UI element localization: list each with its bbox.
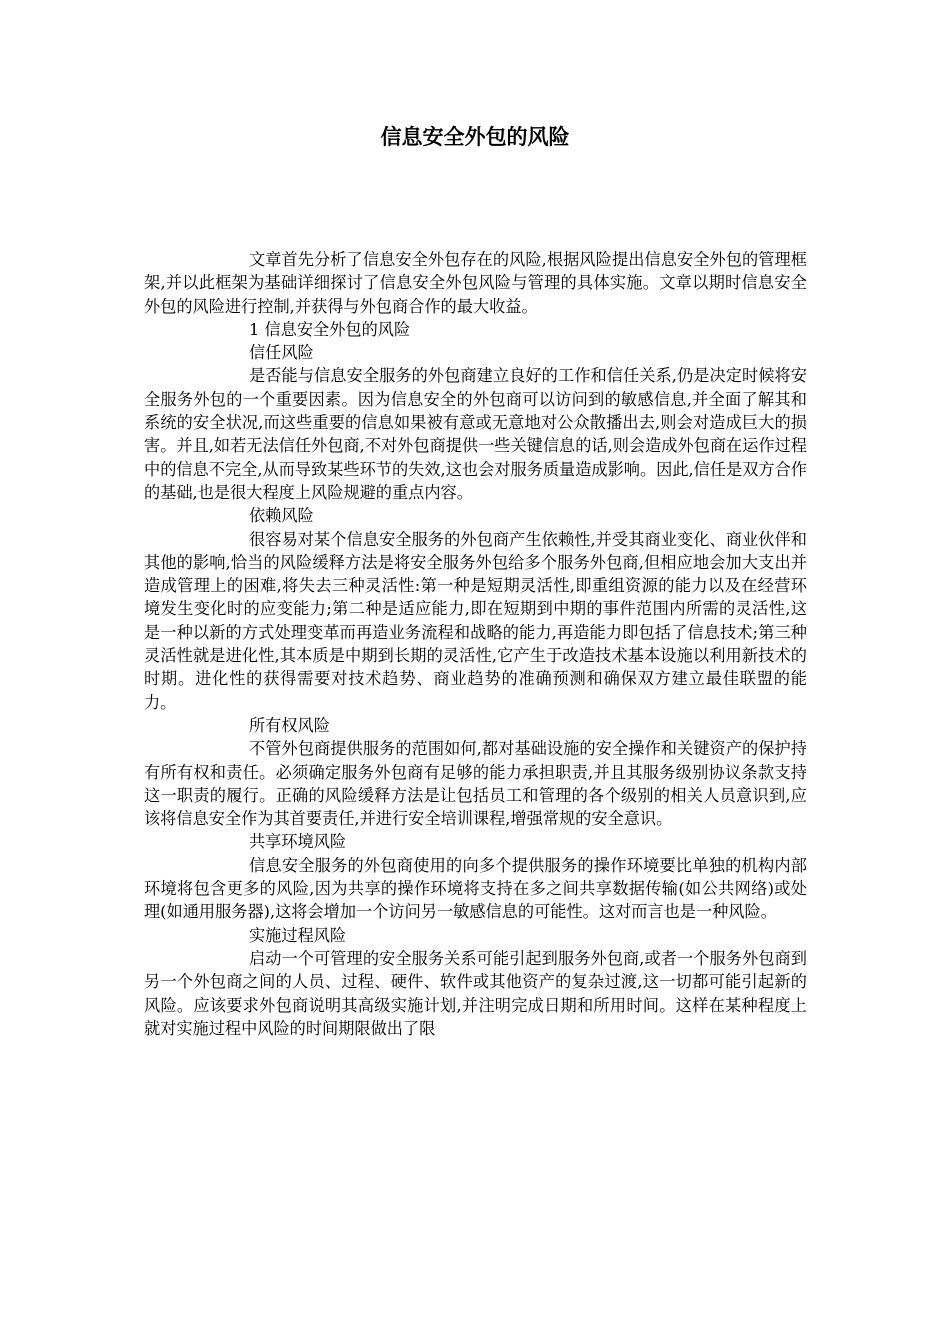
subsection-heading-ownership-risk: 所有权风险 bbox=[249, 715, 330, 735]
body-paragraph: 启动一个可管理的安全服务关系可能引起到服务外包商,或者一个服务外包商到另一个外包商之间的人员、过程、硬件、软件或其他资产的复杂过渡,这一切都可能引起新的风险。应该要求外包商说明其高级实施计划,并注明完成日期和所用时间。这样在某种程度上就对实施过程中风险的时间期限做出了限 bbox=[144, 948, 807, 1038]
body-paragraph: 不管外包商提供服务的范围如何,都对基础设施的安全操作和关键资产的保护持有所有权和责任。必须确定服务外包商有足够的能力承担职责,并且其服务级别协议条款支持这一职责的履行。正确的风险缓释方法是让包括员工和管理的各个级别的相关人员意识到,应该将信息安全作为其首要责任,并进行安全培训课程,增强常规的安全意识。 bbox=[144, 739, 807, 829]
document-title: 信息安全外包的风险 bbox=[380, 125, 570, 149]
body-paragraph: 是否能与信息安全服务的外包商建立良好的工作和信任关系,仍是决定时候将安全服务外包的一个重要因素。因为信息安全的外包商可以访问到的敏感信息,并全面了解其和系统的安全状况,而这些重要的信息如果被有意或无意地对公众散播出去,则会对造成巨大的损害。并且,如若无法信任外包商,不对外包商提供一些关键信息的话,则会造成外包商在运作过程中的信息不完全,从而导致某些环节的失效,这也会对服务质量造成影响。因此,信任是双方合作的基础,也是很大程度上风险规避的重点内容。 bbox=[144, 366, 807, 502]
body-paragraph: 很容易对某个信息安全服务的外包商产生依赖性,并受其商业变化、商业伙伴和其他的影响,恰当的风险缓释方法是将安全服务外包给多个服务外包商,但相应地会加大支出并造成管理上的困难,将失去三种灵活性:第一种是短期灵活性,即重组资源的能力以及在经营环境发生变化时的应变能力;第二种是适应能力,即在短期到中期的事件范围内所需的灵活性,这是一种以新的方式处理变革而再造业务流程和战略的能力,再造能力即包括了信息技术;第三种灵活性就是进化性,其本质是中期到长期的灵活性,它产生于改造技术基本设施以利用新技术的时期。进化性的获得需要对技术趋势、商业趋势的准确预测和确保双方建立最佳联盟的能力。 bbox=[144, 529, 807, 712]
section-heading: 1 信息安全外包的风险 bbox=[249, 319, 411, 339]
subsection-heading-shared-environment-risk: 共享环境风险 bbox=[249, 832, 347, 852]
document-body bbox=[144, 248, 807, 1040]
abstract-paragraph: 文章首先分析了信息安全外包存在的风险,根据风险提出信息安全外包的管理框架,并以此框架为基础详细探讨了信息安全外包风险与管理的具体实施。文章以期时信息安全外包的风险进行控制,并获得与外包商合作的最大收益。 bbox=[144, 250, 807, 316]
body-paragraph: 信息安全服务的外包商使用的向多个提供服务的操作环境要比单独的机构内部环境将包含更多的风险,因为共享的操作环境将支持在多之间共享数据传输(如公共网络)或处理(如通用服务器),这将会增加一个访问另一敏感信息的可能性。这对而言也是一种风险。 bbox=[144, 855, 807, 922]
subsection-heading-trust-risk: 信任风险 bbox=[249, 343, 314, 363]
subsection-heading-dependency-risk: 依赖风险 bbox=[249, 506, 314, 526]
subsection-heading-implementation-risk: 实施过程风险 bbox=[249, 925, 347, 945]
